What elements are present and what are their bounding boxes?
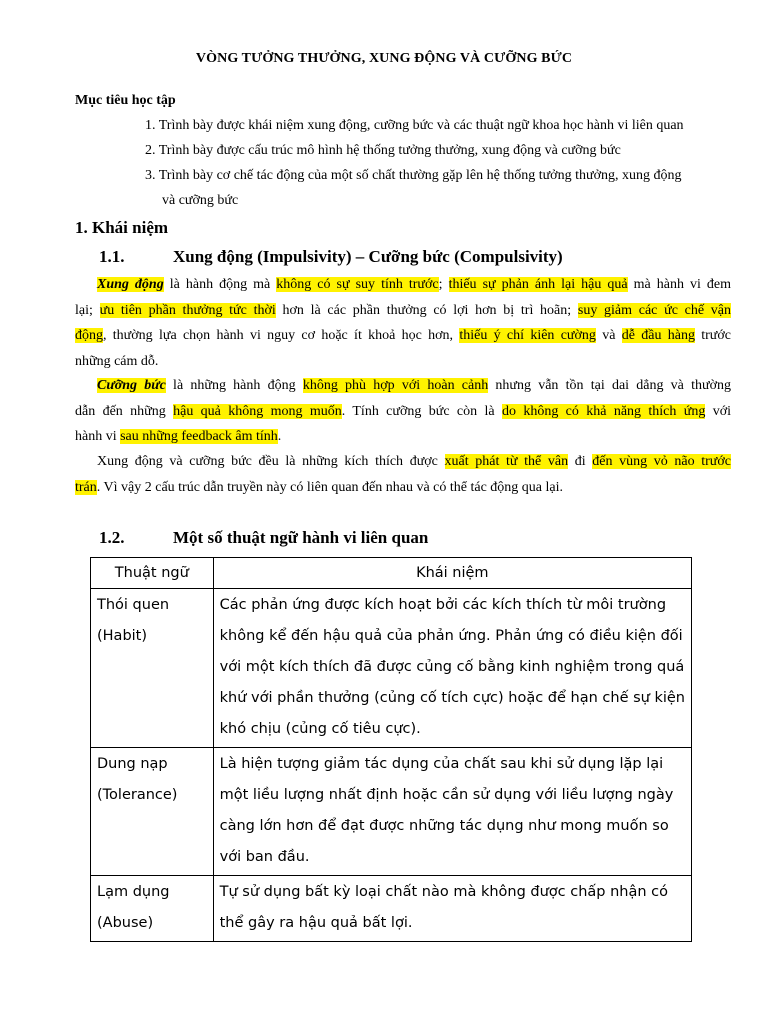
definition-cell bbox=[213, 589, 691, 748]
highlighted-text: đến vùng vỏ não trước bbox=[592, 454, 731, 469]
text-run: lại; bbox=[75, 302, 100, 318]
definition-cell bbox=[213, 748, 691, 876]
highlighted-text: xuất phát từ thể vân bbox=[444, 454, 569, 469]
objective-item: 2. Trình bày được cấu trúc mô hình hệ thống tưởng thưởng, xung động và cưỡng bức bbox=[145, 143, 621, 158]
definition-text: một liều lượng nhất định hoặc cần sử dụng với liều lượng ngày bbox=[219, 787, 674, 803]
highlighted-text: không phù hợp với hoàn cảnh bbox=[302, 378, 489, 393]
objective-item: 3. Trình bày cơ chế tác động của một số chất thường gặp lên hệ thống tưởng thưởng, xung động bbox=[145, 168, 682, 183]
text-run: . bbox=[277, 429, 282, 444]
definition-text: càng lớn hơn để đạt được những tác dụng như mong muốn so bbox=[219, 818, 669, 834]
term-text: (Tolerance) bbox=[97, 787, 178, 803]
text-run: đi bbox=[568, 454, 593, 469]
paragraph-line bbox=[75, 424, 731, 450]
term-cell bbox=[91, 748, 214, 876]
text-run: Xung động và cưỡng bức đều là những kích thích được bbox=[97, 454, 445, 469]
document-title: VÒNG TƯỞNG THƯỞNG, XUNG ĐỘNG VÀ CƯỠNG BỨC bbox=[195, 51, 573, 66]
text-run: những cám dỗ. bbox=[75, 353, 159, 369]
highlighted-text: động bbox=[75, 328, 103, 343]
paragraph-line bbox=[75, 298, 731, 324]
paragraph-line bbox=[75, 272, 731, 298]
paragraph-line bbox=[75, 399, 731, 425]
definition-text: khó chịu (củng cố tiêu cực). bbox=[219, 721, 421, 737]
highlighted-text: suy giảm các ức chế vận bbox=[577, 302, 731, 318]
paragraph-line bbox=[75, 475, 731, 501]
text-run: , thường lựa chọn hành vi nguy cơ hoặc ít khoả học hơn, bbox=[103, 328, 460, 343]
section-heading-1: 1. Khái niệm bbox=[75, 218, 169, 237]
term-text: Lạm dụng bbox=[97, 884, 170, 900]
terms-table bbox=[90, 557, 692, 942]
table-row bbox=[91, 876, 692, 942]
paragraph-line bbox=[75, 449, 731, 475]
text-run: ; bbox=[438, 277, 449, 292]
highlighted-text: trán bbox=[75, 479, 97, 495]
definition-cell bbox=[213, 876, 691, 942]
text-run: và bbox=[595, 328, 622, 343]
text-run: với bbox=[705, 403, 731, 419]
highlighted-text: thiếu sự phản ánh lại hậu quả bbox=[448, 277, 628, 292]
paragraph-line bbox=[75, 323, 731, 349]
paragraph-compulsivity bbox=[75, 373, 731, 450]
term-cell bbox=[91, 876, 214, 942]
text-run: là những hành động bbox=[165, 378, 303, 393]
text-run: hành vi bbox=[75, 429, 121, 444]
objective-item-continuation: và cưỡng bức bbox=[162, 193, 239, 208]
text-run: . Tính cưỡng bức còn là bbox=[341, 403, 502, 419]
text-run: mà hành vi đem bbox=[627, 277, 732, 292]
highlighted-text: hậu quả không mong muốn bbox=[173, 403, 342, 419]
paragraph-line bbox=[75, 349, 731, 375]
definition-text: thể gây ra hậu quả bất lợi. bbox=[219, 915, 413, 931]
section-number: 1.2. bbox=[99, 528, 125, 547]
highlighted-key-term: Xung động bbox=[97, 277, 164, 292]
paragraph-impulsivity bbox=[75, 272, 731, 374]
highlighted-key-term: Cưỡng bức bbox=[97, 378, 166, 393]
definition-text: Tự sử dụng bất kỳ loại chất nào mà không được chấp nhận có bbox=[219, 884, 669, 900]
term-text: (Abuse) bbox=[97, 915, 154, 931]
term-text: Thói quen bbox=[97, 597, 170, 613]
definition-text: Là hiện tượng giảm tác dụng của chất sau khi sử dụng lặp lại bbox=[219, 756, 664, 772]
paragraph-relation bbox=[75, 449, 731, 500]
table-row bbox=[91, 589, 692, 748]
highlighted-text: dễ đầu hàng bbox=[621, 328, 695, 343]
term-text: Dung nạp bbox=[97, 756, 168, 772]
text-run: nhưng vẫn tồn tại dai dẳng và thường bbox=[488, 378, 731, 393]
highlighted-text: do không có khả năng thích ứng bbox=[501, 403, 706, 419]
highlighted-text: không có sự suy tính trước bbox=[276, 277, 439, 292]
objective-item: 1. Trình bày được khái niệm xung động, cưỡng bức và các thuật ngữ khoa học hành vi liên quan bbox=[145, 118, 684, 133]
text-run: hơn là các phần thưởng có lợi hơn bị trì hoãn; bbox=[275, 302, 578, 318]
objectives-heading: Mục tiêu học tập bbox=[75, 93, 176, 108]
text-run: là hành động mà bbox=[163, 277, 277, 292]
text-run: dẫn đến những bbox=[75, 403, 174, 419]
section-heading-1-2 bbox=[99, 528, 429, 548]
definition-text: khứ với phần thưởng (củng cố tích cực) hoặc để hạn chế sự kiện bbox=[219, 690, 685, 706]
text-run: trước bbox=[694, 328, 732, 343]
section-title: Xung động (Impulsivity) – Cưỡng bức (Compulsivity) bbox=[173, 247, 563, 266]
text-run: . Vì vậy 2 cấu trúc dẫn truyền này có liên quan đến nhau và có thể tác động qua lại. bbox=[96, 479, 564, 495]
column-header-term: Thuật ngữ bbox=[91, 558, 214, 589]
section-title: Một số thuật ngữ hành vi liên quan bbox=[173, 528, 429, 547]
highlighted-text: ưu tiên phần thưởng tức thời bbox=[99, 302, 276, 318]
definition-text: với ban đầu. bbox=[219, 849, 310, 865]
definition-text: không kể đến hậu quả của phản ứng. Phản ứng có điều kiện đối bbox=[219, 628, 683, 644]
table-row bbox=[91, 748, 692, 876]
highlighted-text: thiếu ý chí kiên cường bbox=[459, 328, 596, 343]
section-heading-1-1 bbox=[99, 247, 563, 267]
section-number: 1.1. bbox=[99, 247, 125, 266]
definition-text: với một kích thích đã được củng cố bằng kinh nghiệm trong quá bbox=[219, 659, 685, 675]
term-text: (Habit) bbox=[97, 628, 148, 644]
column-header-definition: Khái niệm bbox=[213, 558, 691, 589]
highlighted-text: sau những feedback âm tính bbox=[120, 429, 278, 444]
term-cell bbox=[91, 589, 214, 748]
definition-text: Các phản ứng được kích hoạt bởi các kích thích từ môi trường bbox=[219, 597, 667, 613]
table-header-row bbox=[91, 558, 692, 589]
paragraph-line bbox=[75, 373, 731, 399]
